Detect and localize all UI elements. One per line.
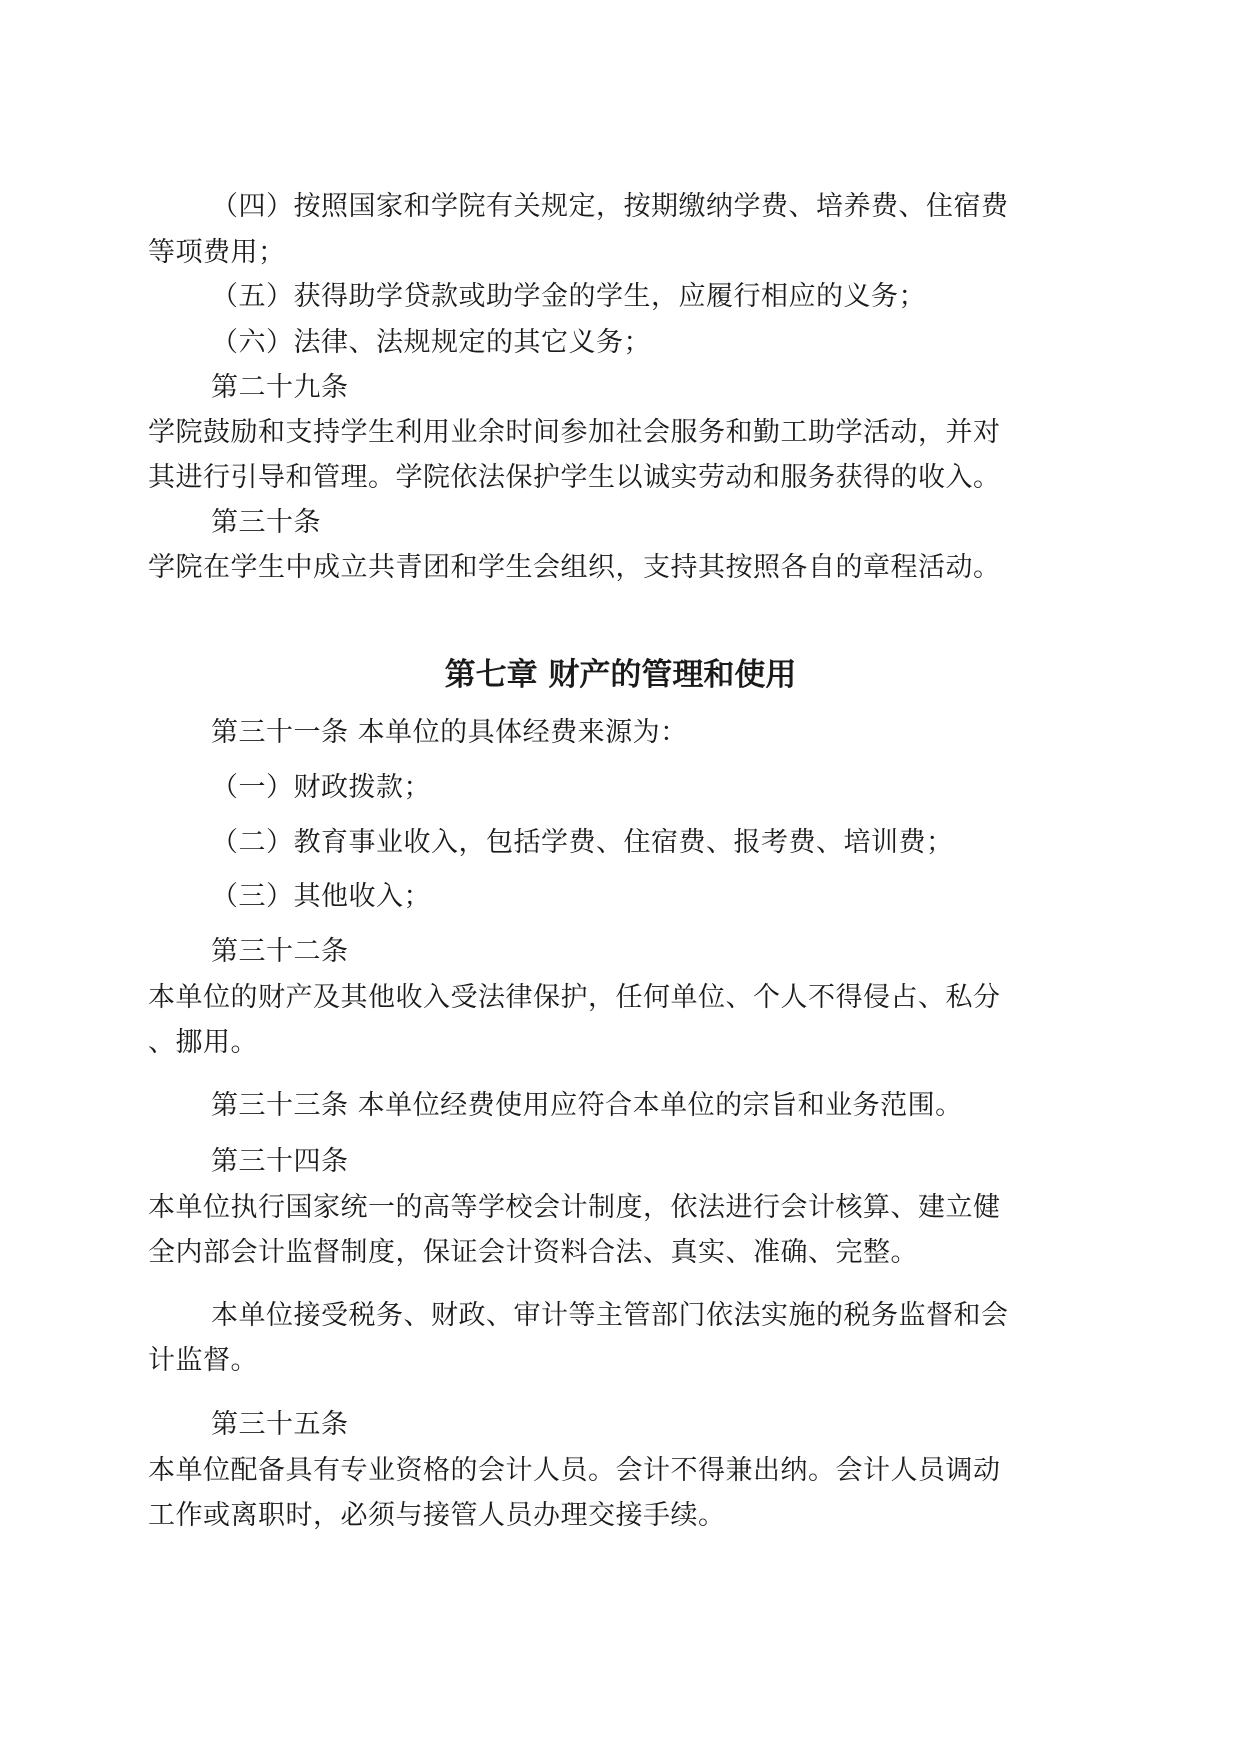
article-32-title: 第三十二条	[211, 936, 349, 967]
chapter-7-heading: 第七章 财产的管理和使用	[444, 657, 797, 693]
article-34-para-2-line-1: 本单位接受税务、财政、审计等主管部门依法实施的税务监督和会	[211, 1300, 1009, 1331]
article-34-title: 第三十四条	[211, 1146, 349, 1177]
article-35-line-1: 本单位配备具有专业资格的会计人员。会计不得兼出纳。会计人员调动	[148, 1455, 1001, 1486]
article-31-item-1: （一）财政拨款；	[211, 772, 431, 803]
article-31-item-2: （二）教育事业收入，包括学费、住宿费、报考费、培训费；	[211, 827, 954, 858]
article-30-title: 第三十条	[211, 507, 321, 538]
article-33: 第三十三条 本单位经费使用应符合本单位的宗旨和业务范围。	[211, 1090, 963, 1121]
article-32-line-2: 、挪用。	[148, 1027, 258, 1058]
article-30-line-1: 学院在学生中成立共青团和学生会组织，支持其按照各自的章程活动。	[148, 552, 1001, 583]
article-35-line-2: 工作或离职时，必须与接管人员办理交接手续。	[148, 1500, 726, 1531]
clause-4-line-2: 等项费用；	[148, 237, 286, 268]
article-32-line-1: 本单位的财产及其他收入受法律保护，任何单位、个人不得侵占、私分	[148, 982, 1001, 1013]
article-35-title: 第三十五条	[211, 1409, 349, 1440]
article-29-title: 第二十九条	[211, 372, 349, 403]
article-34-line-2: 全内部会计监督制度，保证会计资料合法、真实、准确、完整。	[148, 1237, 918, 1268]
article-34-para-2-line-2: 计监督。	[148, 1345, 258, 1376]
article-31: 第三十一条 本单位的具体经费来源为：	[211, 717, 688, 748]
clause-6: （六）法律、法规规定的其它义务；	[211, 327, 651, 358]
article-29-line-2: 其进行引导和管理。学院依法保护学生以诚实劳动和服务获得的收入。	[148, 462, 1001, 493]
clause-5: （五）获得助学贷款或助学金的学生，应履行相应的义务；	[211, 281, 926, 312]
article-29-line-1: 学院鼓励和支持学生利用业余时间参加社会服务和勤工助学活动，并对	[148, 417, 1001, 448]
clause-4-line-1: （四）按照国家和学院有关规定，按期缴纳学费、培养费、住宿费	[211, 191, 1009, 222]
article-31-item-3: （三）其他收入；	[211, 881, 431, 912]
article-34-line-1: 本单位执行国家统一的高等学校会计制度，依法进行会计核算、建立健	[148, 1192, 1001, 1223]
